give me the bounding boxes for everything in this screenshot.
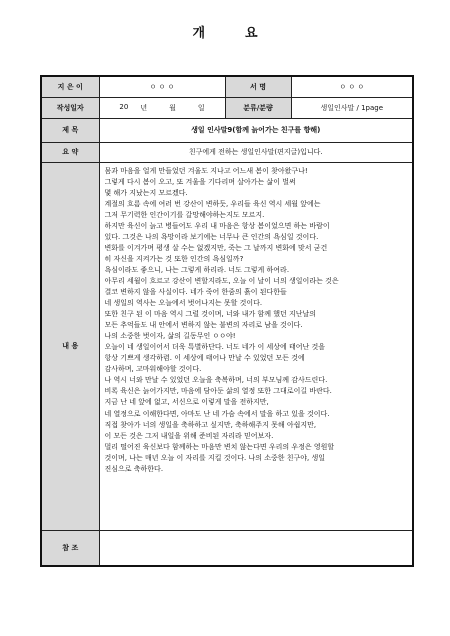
content-line: 지금 난 네 앞에 없고, 서신으로 이렇게 말을 전하지만, bbox=[104, 398, 269, 407]
content-line: 나의 소중한 벗이자, 삶의 길동무인 ㅇㅇ야! bbox=[104, 332, 236, 341]
content-line: 네 열정으로 이해한다면, 아마도 난 네 가슴 속에서 말을 하고 있을 것이다. bbox=[104, 409, 330, 418]
content-body[interactable] bbox=[99, 162, 413, 530]
content-line: 몸과 마음을 얼게 만들었던 겨울도 지나고 어느새 봄이 찾아왔구나! bbox=[104, 166, 308, 175]
author-row bbox=[41, 76, 413, 97]
content-line: 욕심이라도 좋으니, 나는 그렇게 하리라. 너도 그렇게 하여라. bbox=[104, 265, 290, 274]
content-line: 것이며, 나는 매년 오늘 이 자리를 지킬 것이다. 나의 소중한 친구야, 생일 bbox=[104, 453, 325, 462]
content-line: 그렇게 다시 봄이 오고, 또 겨울을 기다리며 살아가는 삶이 벌써 bbox=[104, 177, 296, 186]
content-line: 모든 추억들도 내 안에서 변하지 않는 불변의 자리로 남을 것이다. bbox=[104, 321, 303, 330]
content-line: 또한 친구 된 이 마음 역시 그럴 것이며, 너와 내가 함께 했던 지난날의 bbox=[104, 310, 316, 319]
content-line: 몇 해가 지났는지 모르겠다. bbox=[104, 188, 188, 197]
content-row bbox=[41, 162, 413, 530]
signature-label: 서 명 bbox=[225, 76, 291, 97]
content-line: 멀리 떨어진 육신보다 함께하는 마음만 변치 않는다면 우리의 우정은 영원할 bbox=[104, 442, 335, 451]
author-value[interactable]: ㅇ ㅇ ㅇ bbox=[99, 76, 225, 97]
subject-value[interactable]: 생일 인사말9(함께 늙어가는 친구를 향해) bbox=[99, 118, 413, 142]
content-line: 감사하며, 고마워해야할 것이다. bbox=[104, 365, 202, 374]
content-line: 하지만 육신이 늙고 병들어도 우리 내 마음은 항상 봄이었으면 하는 바람이 bbox=[104, 221, 330, 230]
subject-row bbox=[41, 118, 413, 142]
summary-label: 요 약 bbox=[41, 142, 99, 162]
date-row bbox=[41, 97, 413, 118]
date-value[interactable] bbox=[99, 97, 225, 118]
date-year: 20 bbox=[119, 102, 129, 111]
summary-row bbox=[41, 142, 413, 162]
reference-label: 참 조 bbox=[41, 530, 99, 566]
reference-row bbox=[41, 530, 413, 566]
content-line: 히 자신을 지켜가는 것 또한 인간의 욕심일까? bbox=[104, 254, 244, 263]
subject-label: 제 목 bbox=[41, 118, 99, 142]
date-month-unit: 월 bbox=[169, 103, 176, 112]
date-year-unit: 년 bbox=[140, 103, 148, 112]
summary-value[interactable]: 친구에게 전하는 생일인사말(편지글)입니다. bbox=[99, 142, 413, 162]
content-line: 이 모든 것은 그저 내일을 위해 준비된 자리라 믿어보자. bbox=[104, 431, 274, 440]
reference-value[interactable] bbox=[99, 530, 413, 566]
content-line: 있다. 그것은 나의 욕망이라 보기에는 너무나 큰 인간의 욕심일 것이다. bbox=[104, 232, 319, 241]
page-title bbox=[0, 22, 450, 41]
content-line: 아무리 세월이 흐르고 강산이 변할지라도, 오늘 이 날이 너의 생일이라는 것은 bbox=[104, 276, 339, 285]
content-line: 변화를 이겨가며 평생 살 수는 없겠지만, 죽는 그 날까지 변화에 맞서 굳건 bbox=[104, 243, 328, 252]
content-line: 계절의 흐름 속에 여러 번 강산이 변하듯, 우리들 육신 역시 세월 앞에는 bbox=[104, 199, 321, 208]
content-line: 비록 육신은 늙어가지만, 마음에 담아둔 삶의 열정 또한 그대로이길 바란다. bbox=[104, 387, 332, 396]
content-label: 내 용 bbox=[41, 162, 99, 530]
content-line: 항상 기쁘게 생각하렴. 이 세상에 태어나 만날 수 있었던 모든 것에 bbox=[104, 354, 305, 363]
content-line: 결코 변하지 않을 사실이다. 네가 죽어 한줌의 흙이 된다한들 bbox=[104, 288, 287, 297]
content-lines bbox=[105, 166, 409, 475]
document-form bbox=[40, 75, 414, 567]
content-line: 직접 찾아가 너의 생일을 축하하고 싶지만, 축하해주지 못해 아쉽지만, bbox=[104, 420, 317, 429]
content-line: 그저 무기력한 인간이기를 갈망해야하는지도 모르지. bbox=[104, 210, 265, 219]
category-value[interactable]: 생일인사말 / 1page bbox=[291, 97, 413, 118]
content-line: 네 생일의 역사는 오늘에서 벗어나지는 못할 것이다. bbox=[104, 299, 263, 308]
author-label: 지 은 이 bbox=[41, 76, 99, 97]
category-label: 분류/분량 bbox=[225, 97, 291, 118]
signature-value[interactable]: ㅇ ㅇ ㅇ bbox=[291, 76, 413, 97]
page-title-left: 개 bbox=[192, 26, 205, 41]
content-line: 오늘이 네 생일이어서 더욱 특별하단다. 너도 네가 이 세상에 태어난 것을 bbox=[104, 343, 326, 352]
content-line: 나 역시 너와 만날 수 있었던 오늘을 축복하며, 너의 부모님께 감사드린다. bbox=[104, 376, 328, 385]
date-day-unit: 일 bbox=[197, 103, 205, 112]
page-title-right: 요 bbox=[245, 26, 258, 41]
date-label: 작성일자 bbox=[41, 97, 99, 118]
content-line: 진심으로 축하한다. bbox=[104, 464, 164, 473]
